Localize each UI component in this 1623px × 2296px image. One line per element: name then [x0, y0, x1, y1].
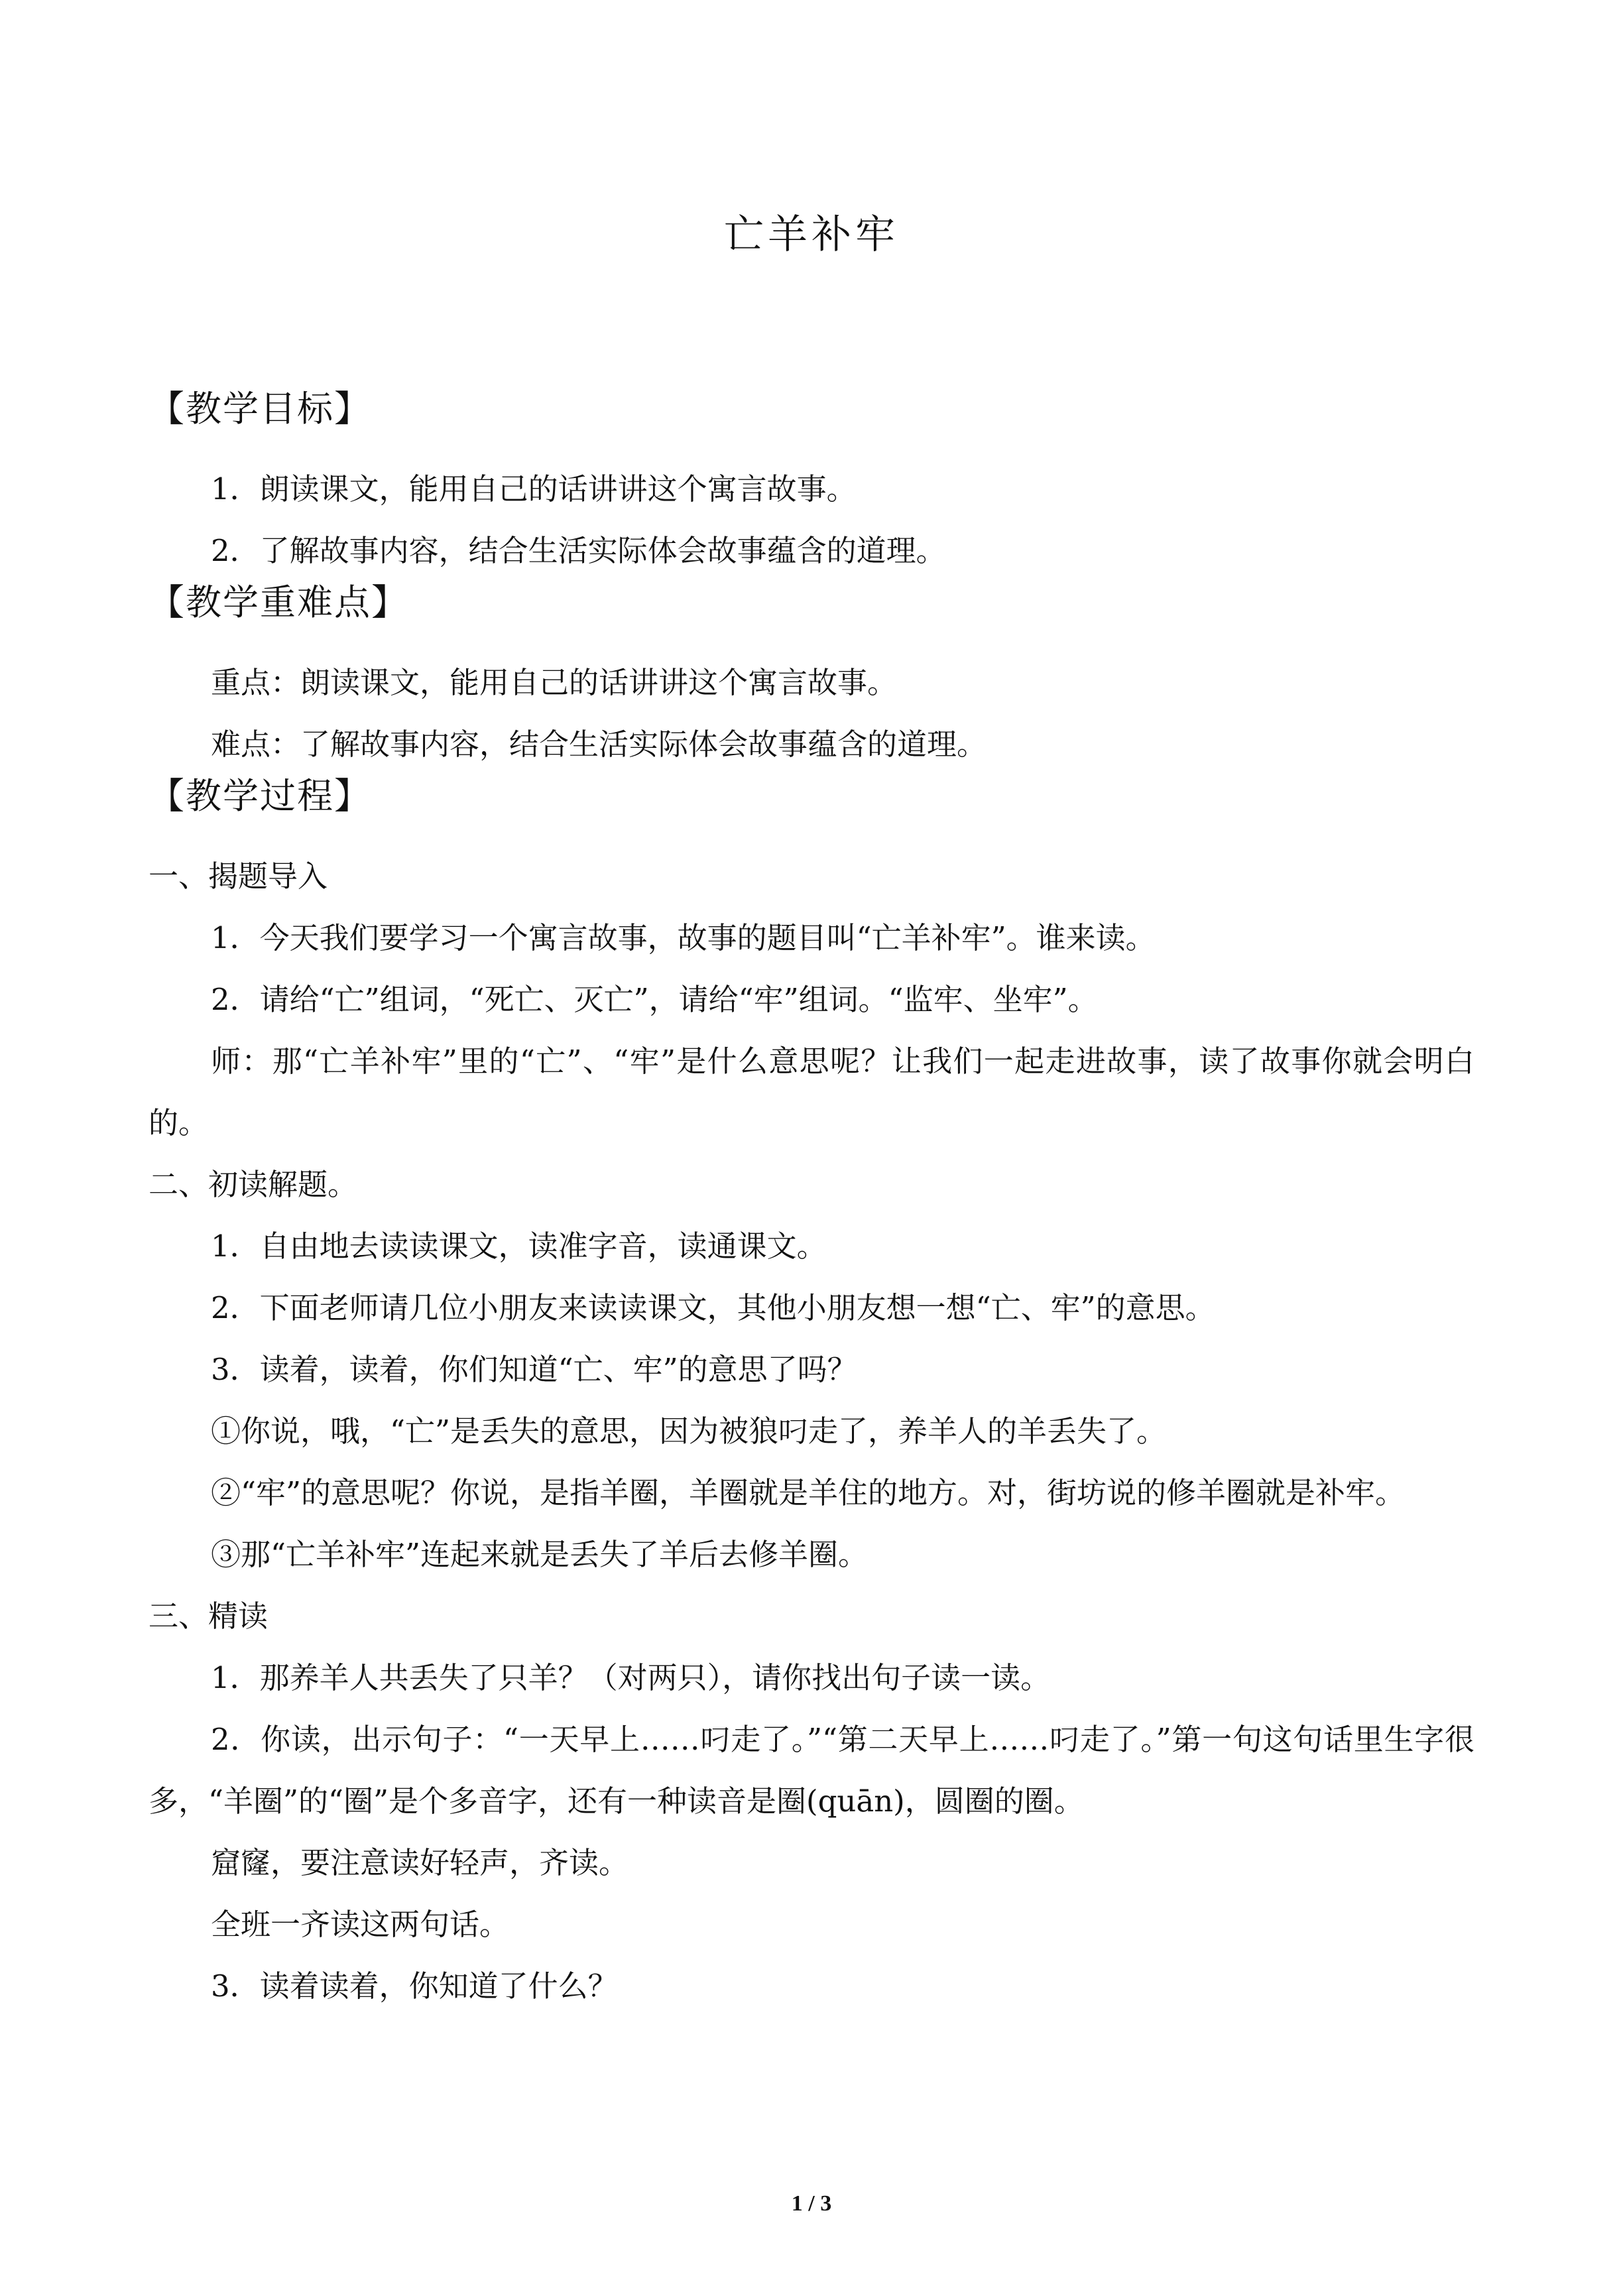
- process-part2-title: 二、初读解题。: [149, 1167, 358, 1202]
- key-point-item-2: 难点：了解故事内容，结合生活实际体会故事蕴含的道理。: [211, 727, 987, 762]
- key-point-item-1: 重点：朗读课文，能用自己的话讲讲这个寓言故事。: [211, 665, 898, 700]
- process-part2-item-3: 3．读着，读着，你们知道“亡、牢”的意思了吗？: [211, 1352, 857, 1387]
- objective-item-1: 1．朗读课文，能用自己的话讲讲这个寓言故事。: [211, 471, 857, 507]
- page-number: 1 / 3: [791, 2191, 832, 2216]
- process-part1-item-1: 1．今天我们要学习一个寓言故事，故事的题目叫“亡羊补牢”。谁来读。: [211, 920, 1156, 955]
- process-part2-item-4: ①你说，哦，“亡”是丢失的意思，因为被狼叼走了，养羊人的羊丢失了。: [211, 1414, 1167, 1449]
- process-part2-item-6: ③那“亡羊补牢”连起来就是丢失了羊后去修羊圈。: [211, 1537, 869, 1572]
- process-part3-item-5: 3．读着读着，你知道了什么？: [211, 1968, 618, 2004]
- process-part3-item-2: 2．你读，出示句子：“一天早上……叼走了。”“第二天早上……叼走了。”第一句这句话里生字很多，“羊圈”的“圈”是个多音字，还有一种读音是圈(quān)，圆圈的圈。: [149, 1722, 1474, 1819]
- process-part1-title: 一、揭题导入: [149, 859, 328, 894]
- process-part3-item-4: 全班一齐读这两句话。: [211, 1907, 510, 1942]
- process-part1-item-2: 2．请给“亡”组词，“死亡、灭亡”，请给“牢”组词。“监牢、坐牢”。: [211, 982, 1098, 1017]
- process-part2-item-2: 2．下面老师请几位小朋友来读读课文，其他小朋友想一想“亡、牢”的意思。: [211, 1290, 1215, 1325]
- section-heading-objectives: 【教学目标】: [149, 388, 371, 430]
- process-part1-item-3: 师：那“亡羊补牢”里的“亡”、“牢”是什么意思呢？让我们一起走进故事，读了故事你就会明白的。: [149, 1044, 1474, 1140]
- process-part3-item-1: 1．那养羊人共丢失了只羊？（对两只），请你找出句子读一读。: [211, 1660, 1051, 1695]
- document-body: [149, 388, 1474, 2017]
- process-part3-item-3: 窟窿，要注意读好轻声，齐读。: [211, 1845, 629, 1880]
- document-title: 亡羊补牢: [724, 211, 899, 258]
- section-heading-key-points: 【教学重难点】: [149, 581, 408, 623]
- process-part2-item-1: 1．自由地去读读课文，读准字音，读通课文。: [211, 1229, 827, 1264]
- process-part3-title: 三、精读: [149, 1599, 269, 1634]
- objective-item-2: 2．了解故事内容，结合生活实际体会故事蕴含的道理。: [211, 533, 946, 568]
- section-heading-process: 【教学过程】: [149, 775, 371, 817]
- process-part2-item-5: ②“牢”的意思呢？你说，是指羊圈，羊圈就是羊住的地方。对，街坊说的修羊圈就是补牢。: [211, 1475, 1406, 1510]
